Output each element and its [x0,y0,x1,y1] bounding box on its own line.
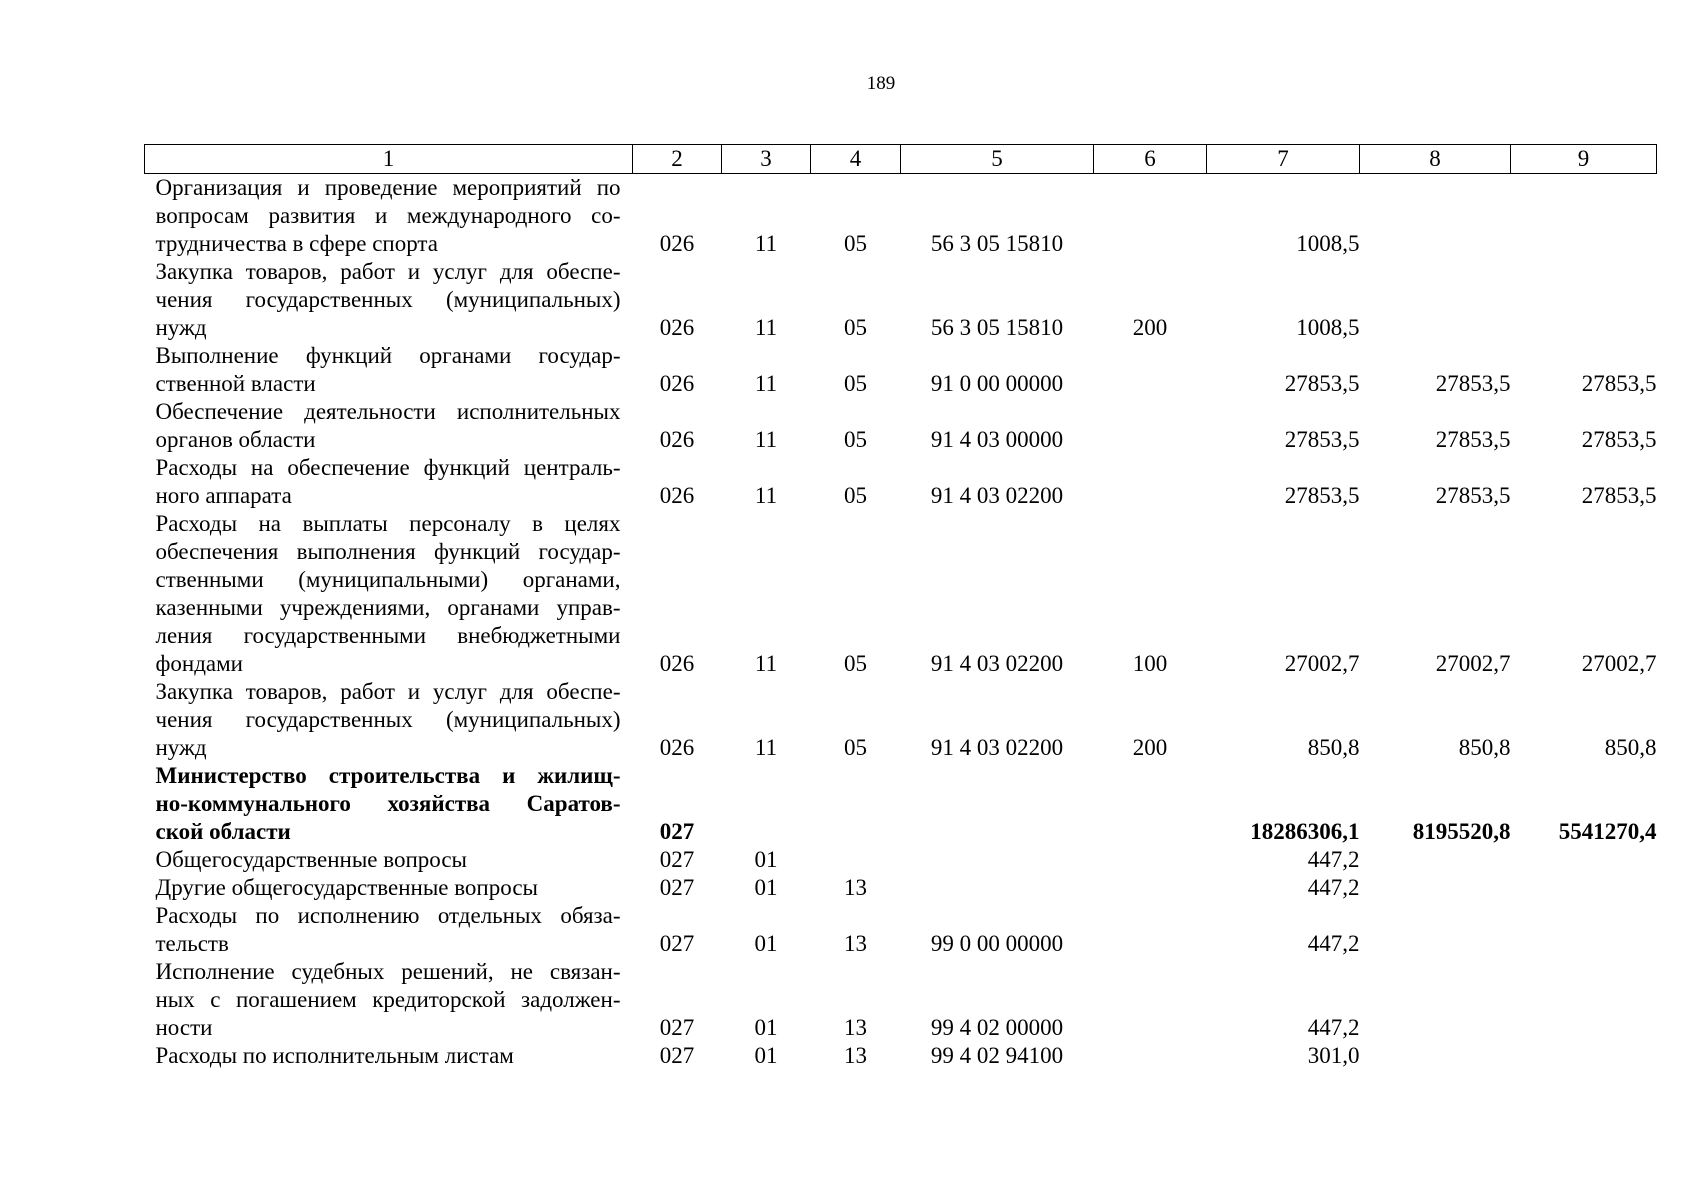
cell-ved-code: 027 [659,875,695,900]
cell-name-line: Организация и проведение мероприятий по [155,175,621,200]
cell-amount-9: 27002,7 [1581,651,1657,676]
cell-subsection: 05 [844,651,867,676]
table-row [145,678,1657,762]
cell-section: 01 [754,847,778,872]
cell-section: 01 [754,931,778,956]
cell-name [145,902,633,958]
cell-name-line: ного аппарата [155,483,292,508]
budget-table [144,144,1657,1070]
cell-amount-7: 447,2 [1307,875,1360,900]
cell-target-article: 99 4 02 94100 [930,1043,1064,1068]
cell-amount-8 [1360,258,1511,342]
cell-name [145,174,633,259]
cell-name-line: обеспечения выполнения функций государ- [155,539,621,564]
cell-section: 11 [754,231,778,256]
cell-expense-type [1094,398,1207,454]
cell-amount-8: 27002,7 [1435,651,1511,676]
cell-target-article: 56 3 05 15810 [930,231,1064,256]
cell-amount-7: 447,2 [1307,847,1360,872]
cell-ved-code: 026 [659,315,695,340]
table-row [145,258,1657,342]
cell-amount-7: 18286306,1 [1250,819,1360,844]
cell-amount-7: 27853,5 [1284,483,1360,508]
cell-name-line: ственными (муниципальными) органами, [155,567,621,592]
cell-name [145,258,633,342]
cell-name-line: нужд [155,735,207,760]
cell-name [145,342,633,398]
column-header-1: 1 [145,145,633,174]
column-header-2: 2 [633,145,722,174]
cell-section: 11 [754,427,778,452]
table-row [145,342,1657,398]
cell-name-line: чения государственных (муниципальных) [155,287,621,312]
cell-expense-type [1094,762,1207,846]
cell-name [145,874,633,902]
column-header-6: 6 [1094,145,1207,174]
cell-name-line: нужд [155,315,207,340]
cell-amount-9 [1511,174,1657,259]
cell-name-line: Общегосударственные вопросы [155,847,467,872]
cell-ved-code: 026 [659,735,695,760]
cell-section: 01 [754,875,778,900]
table-row [145,958,1657,1042]
cell-section: 11 [754,315,778,340]
cell-name-line: казенными учреждениями, органами управ- [155,595,621,620]
cell-name-line: фондами [155,651,243,676]
cell-amount-7: 27853,5 [1284,427,1360,452]
cell-amount-9: 5541270,4 [1558,819,1657,844]
cell-name-line: но-коммунального хозяйства Саратов- [155,791,621,816]
cell-ved-code: 026 [659,427,695,452]
table-body [145,174,1657,1071]
cell-amount-8: 27853,5 [1435,427,1511,452]
table-row [145,902,1657,958]
cell-subsection: 05 [844,483,867,508]
cell-subsection: 05 [844,231,867,256]
cell-amount-7: 1008,5 [1296,315,1360,340]
cell-name-line: Другие общегосударственные вопросы [155,875,538,900]
cell-subsection: 13 [844,1043,867,1068]
cell-expense-type [1094,902,1207,958]
cell-ved-code: 026 [659,483,695,508]
cell-expense-type: 200 [1132,735,1168,760]
cell-name-line: тельств [155,931,229,956]
cell-target-article [901,846,1094,874]
cell-ved-code: 027 [659,819,695,844]
cell-amount-9 [1511,874,1657,902]
cell-target-article [901,874,1094,902]
cell-name [145,678,633,762]
cell-expense-type [1094,1042,1207,1070]
cell-name-line: ных с погашением кредиторской задолжен- [155,987,621,1012]
cell-name [145,510,633,678]
cell-name-line: Расходы по исполнительным листам [155,1043,514,1068]
cell-amount-9: 850,8 [1604,735,1657,760]
cell-subsection: 05 [844,371,867,396]
cell-name-line: Исполнение судебных решений, не связан- [155,959,621,984]
column-header-5: 5 [901,145,1094,174]
column-header-9: 9 [1511,145,1657,174]
cell-name-line: ления государственными внебюджетными [155,623,621,648]
cell-amount-9 [1511,902,1657,958]
cell-ved-code: 026 [659,231,695,256]
cell-name-line: органов области [155,427,316,452]
cell-ved-code: 026 [659,371,695,396]
cell-amount-9: 27853,5 [1581,427,1657,452]
cell-target-article: 91 4 03 02200 [930,483,1064,508]
cell-amount-7: 447,2 [1307,1015,1360,1040]
cell-name [145,454,633,510]
cell-target-article: 91 4 03 02200 [930,651,1064,676]
cell-amount-8: 27853,5 [1435,371,1511,396]
cell-subsection: 13 [844,1015,867,1040]
cell-name [145,1042,633,1070]
cell-name-line: Расходы на выплаты персоналу в целях [155,511,621,536]
cell-subsection: 05 [844,427,867,452]
cell-name-line: Расходы по исполнению отдельных обяза- [155,903,621,928]
cell-amount-8 [1360,846,1511,874]
cell-expense-type [1094,874,1207,902]
cell-name [145,846,633,874]
cell-name [145,958,633,1042]
table-row [145,874,1657,902]
cell-amount-8 [1360,174,1511,259]
cell-name-line: трудничества в сфере спорта [155,231,438,256]
cell-name-line: Выполнение функций органами государ- [155,343,621,368]
table-row [145,846,1657,874]
page-number: 189 [866,73,896,94]
cell-name-line: Обеспечение деятельности исполнительных [155,399,621,424]
cell-amount-8 [1360,958,1511,1042]
cell-name-line: Министерство строительства и жилищ- [155,763,621,788]
cell-subsection [811,846,901,874]
cell-ved-code: 027 [659,931,695,956]
cell-amount-9 [1511,958,1657,1042]
cell-name-line: Закупка товаров, работ и услуг для обеспе- [155,259,621,284]
cell-name-line: вопросам развития и международного со- [155,203,621,228]
column-header-4: 4 [811,145,901,174]
cell-subsection: 13 [844,931,867,956]
table-row [145,762,1657,846]
cell-amount-8 [1360,1042,1511,1070]
table-row [145,1042,1657,1070]
cell-subsection: 05 [844,315,867,340]
cell-amount-9: 27853,5 [1581,483,1657,508]
cell-amount-8: 850,8 [1458,735,1511,760]
column-header-7: 7 [1207,145,1360,174]
column-header-8: 8 [1360,145,1511,174]
table-row [145,174,1657,259]
table-row [145,398,1657,454]
cell-section: 11 [754,651,778,676]
cell-amount-7: 1008,5 [1296,231,1360,256]
cell-section: 11 [754,483,778,508]
cell-subsection [811,762,901,846]
cell-section: 11 [754,735,778,760]
column-header-3: 3 [722,145,811,174]
cell-amount-7: 301,0 [1307,1043,1360,1068]
cell-expense-type [1094,342,1207,398]
cell-target-article [901,762,1094,846]
cell-subsection: 13 [844,875,867,900]
cell-expense-type: 200 [1132,315,1168,340]
cell-target-article: 56 3 05 15810 [930,315,1064,340]
cell-amount-7: 447,2 [1307,931,1360,956]
table-row [145,510,1657,678]
column-number-header-row [145,145,1657,174]
cell-amount-7: 27002,7 [1284,651,1360,676]
cell-target-article: 99 0 00 00000 [930,931,1064,956]
cell-section: 01 [754,1015,778,1040]
cell-amount-8 [1360,902,1511,958]
cell-amount-9 [1511,258,1657,342]
cell-target-article: 91 4 03 02200 [930,735,1064,760]
cell-amount-8: 8195520,8 [1412,819,1511,844]
cell-expense-type [1094,174,1207,259]
cell-name-line: ской области [155,819,291,844]
cell-section [722,762,811,846]
cell-amount-9 [1511,1042,1657,1070]
cell-section: 11 [754,371,778,396]
cell-target-article: 91 0 00 00000 [930,371,1064,396]
cell-name-line: Расходы на обеспечение функций централь- [155,455,621,480]
cell-expense-type [1094,846,1207,874]
cell-name [145,398,633,454]
cell-name [145,762,633,846]
cell-expense-type: 100 [1132,651,1168,676]
cell-name-line: Закупка товаров, работ и услуг для обеспе- [155,679,621,704]
cell-amount-9 [1511,846,1657,874]
table-row [145,454,1657,510]
cell-target-article: 91 4 03 00000 [930,427,1064,452]
cell-target-article: 99 4 02 00000 [930,1015,1064,1040]
cell-amount-8 [1360,874,1511,902]
cell-ved-code: 026 [659,651,695,676]
cell-subsection: 05 [844,735,867,760]
cell-amount-9: 27853,5 [1581,371,1657,396]
cell-name-line: чения государственных (муниципальных) [155,707,621,732]
cell-expense-type [1094,958,1207,1042]
cell-ved-code: 027 [659,847,695,872]
cell-amount-8: 27853,5 [1435,483,1511,508]
cell-amount-7: 27853,5 [1284,371,1360,396]
cell-amount-7: 850,8 [1307,735,1360,760]
cell-name-line: ности [155,1015,213,1040]
cell-name-line: ственной власти [155,371,316,396]
cell-expense-type [1094,454,1207,510]
cell-ved-code: 027 [659,1015,695,1040]
cell-ved-code: 027 [659,1043,695,1068]
cell-section: 01 [754,1043,778,1068]
